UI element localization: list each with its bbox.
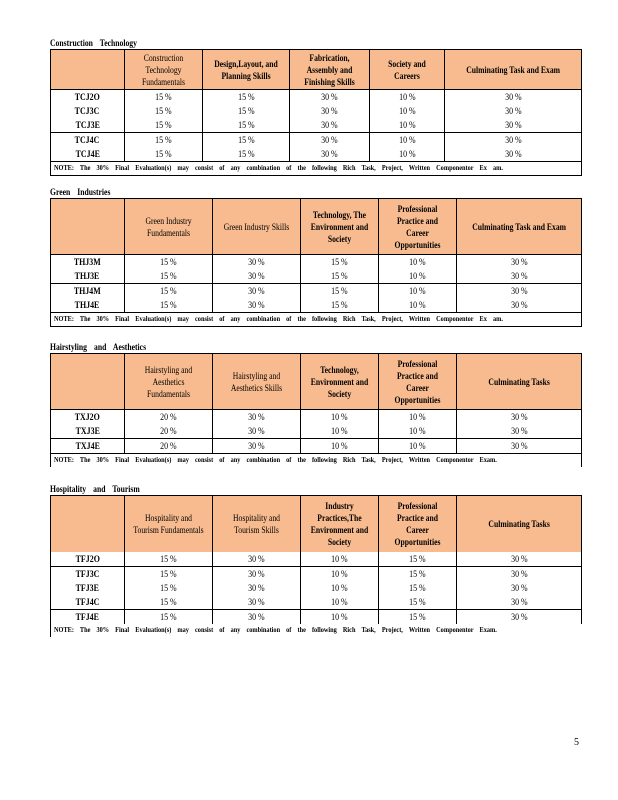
evaluation-note: NOTE: The 30% Final Evaluation(s) may consist of any combination of the following Rich Task, Project, Written Componentor Exam. [50, 454, 582, 467]
course-code: TFJ3E [51, 581, 125, 595]
cell: 30 % [290, 104, 370, 118]
page-number: 5 [574, 737, 579, 748]
table-row [51, 566, 582, 581]
course-code: TCJ4E [51, 147, 125, 162]
cell: 15 % [379, 595, 457, 610]
header-cell: Professional Practice and Career Opportunities [379, 354, 457, 410]
cell: 30 % [445, 118, 582, 133]
evaluation-note: NOTE: The 30% Final Evaluation(s) may consist of any combination of the following Rich Task, Project, Written Componentor Exam. [50, 624, 582, 637]
cell: 15 % [301, 255, 379, 270]
header-cell: Culminating Task and Exam [457, 199, 582, 255]
cell: 15 % [301, 298, 379, 313]
cell: 10 % [379, 439, 457, 454]
table-row [51, 269, 582, 284]
course-code: THJ3E [51, 269, 125, 284]
section-green-industries [50, 187, 582, 327]
cell: 15 % [125, 90, 203, 105]
cell: 15 % [379, 609, 457, 624]
evaluation-table [50, 198, 582, 313]
table-header-row [51, 496, 582, 552]
cell: 15 % [203, 147, 290, 162]
section-title: Hairstyling and Aesthetics [50, 342, 147, 352]
section-title: Green Industries [50, 187, 111, 197]
cell: 30 % [213, 439, 301, 454]
cell: 30 % [457, 566, 582, 581]
cell: 15 % [125, 269, 213, 284]
cell: 20 % [125, 424, 213, 439]
table-header-row [51, 199, 582, 255]
table-row [51, 147, 582, 162]
cell: 30 % [213, 255, 301, 270]
section-construction-technology [50, 38, 582, 176]
cell: 10 % [370, 90, 445, 105]
header-cell: Hospitality and Tourism Fundamentals [125, 496, 213, 552]
header-cell: Green Industry Skills [213, 199, 301, 255]
course-code: TFJ3C [51, 566, 125, 581]
table-header-row [51, 354, 582, 410]
course-code: TXJ4E [51, 439, 125, 454]
cell: 15 % [125, 298, 213, 313]
header-cell: Hospitality and Tourism Skills [213, 496, 301, 552]
header-cell: Construction Technology Fundamentals [125, 50, 203, 90]
cell: 15 % [125, 566, 213, 581]
course-code: TFJ4E [51, 609, 125, 624]
header-cell [51, 199, 125, 255]
header-cell: Society and Careers [370, 50, 445, 90]
cell: 30 % [213, 410, 301, 425]
cell: 30 % [457, 595, 582, 610]
cell: 15 % [125, 581, 213, 595]
cell: 15 % [125, 133, 203, 148]
table-row [51, 439, 582, 454]
course-code: THJ4E [51, 298, 125, 313]
cell: 30 % [457, 609, 582, 624]
header-cell: Hairstyling and Aesthetics Fundamentals [125, 354, 213, 410]
table-row [51, 255, 582, 270]
header-cell: Professional Practice and Career Opportunities [379, 199, 457, 255]
table-row [51, 90, 582, 105]
header-cell: Technology, Environment and Society [301, 354, 379, 410]
header-cell: Design,Layout, and Planning Skills [203, 50, 290, 90]
cell: 30 % [457, 269, 582, 284]
header-cell: Professional Practice and Career Opportunities [379, 496, 457, 552]
table-row [51, 118, 582, 133]
table-row [51, 410, 582, 425]
cell: 10 % [301, 595, 379, 610]
cell: 10 % [379, 269, 457, 284]
cell: 30 % [457, 439, 582, 454]
header-cell: Fabrication, Assembly and Finishing Skills [290, 50, 370, 90]
cell: 15 % [125, 609, 213, 624]
cell: 10 % [379, 424, 457, 439]
cell: 30 % [290, 118, 370, 133]
course-code: TCJ3E [51, 118, 125, 133]
cell: 10 % [370, 118, 445, 133]
cell: 30 % [445, 104, 582, 118]
section-hospitality-tourism [50, 484, 582, 637]
course-code: THJ4M [51, 284, 125, 299]
cell: 30 % [213, 552, 301, 567]
evaluation-note: NOTE: The 30% Final Evaluation(s) may consist of any combination of the following Rich Task, Project, Written Componentor Ex am. [50, 162, 582, 176]
header-cell: Industry Practices,The Environment and Society [301, 496, 379, 552]
cell: 10 % [301, 581, 379, 595]
cell: 30 % [445, 133, 582, 148]
cell: 10 % [379, 255, 457, 270]
section-title: Hospitality and Tourism [50, 484, 140, 494]
cell: 30 % [457, 424, 582, 439]
cell: 30 % [457, 284, 582, 299]
table-header-row [51, 50, 582, 90]
cell: 15 % [301, 269, 379, 284]
header-cell: Green Industry Fundamentals [125, 199, 213, 255]
cell: 30 % [457, 581, 582, 595]
cell: 20 % [125, 439, 213, 454]
cell: 30 % [457, 298, 582, 313]
section-hairstyling-aesthetics [50, 342, 582, 467]
cell: 30 % [457, 552, 582, 567]
header-cell [51, 354, 125, 410]
cell: 15 % [379, 552, 457, 567]
course-code: TXJ3E [51, 424, 125, 439]
table-row [51, 609, 582, 624]
course-code: TXJ2O [51, 410, 125, 425]
cell: 30 % [290, 133, 370, 148]
cell: 10 % [301, 439, 379, 454]
header-cell: Culminating Tasks [457, 496, 582, 552]
cell: 10 % [379, 298, 457, 313]
course-code: TCJ3C [51, 104, 125, 118]
cell: 10 % [370, 147, 445, 162]
cell: 15 % [125, 118, 203, 133]
cell: 30 % [213, 566, 301, 581]
cell: 15 % [125, 284, 213, 299]
cell: 10 % [301, 609, 379, 624]
cell: 15 % [203, 118, 290, 133]
evaluation-table [50, 353, 582, 454]
cell: 30 % [213, 595, 301, 610]
cell: 30 % [445, 90, 582, 105]
evaluation-note: NOTE: The 30% Final Evaluation(s) may consist of any combination of the following Rich Task, Project, Written Componentor Ex am. [50, 313, 582, 327]
evaluation-table [50, 49, 582, 162]
cell: 30 % [457, 255, 582, 270]
cell: 15 % [301, 284, 379, 299]
table-row [51, 595, 582, 610]
cell: 30 % [290, 90, 370, 105]
header-cell [51, 496, 125, 552]
cell: 10 % [379, 284, 457, 299]
course-code: TCJ4C [51, 133, 125, 148]
cell: 15 % [125, 255, 213, 270]
cell: 30 % [213, 581, 301, 595]
cell: 30 % [213, 298, 301, 313]
table-row [51, 104, 582, 118]
cell: 15 % [125, 595, 213, 610]
cell: 15 % [125, 104, 203, 118]
cell: 10 % [379, 410, 457, 425]
header-cell [51, 50, 125, 90]
cell: 20 % [125, 410, 213, 425]
cell: 10 % [301, 424, 379, 439]
table-row [51, 133, 582, 148]
header-cell: Technology, The Environment and Society [301, 199, 379, 255]
header-cell: Hairstyling and Aesthetics Skills [213, 354, 301, 410]
cell: 10 % [301, 410, 379, 425]
cell: 30 % [213, 269, 301, 284]
table-row [51, 298, 582, 313]
course-code: TFJ4C [51, 595, 125, 610]
cell: 30 % [457, 410, 582, 425]
cell: 10 % [370, 133, 445, 148]
course-code: TFJ2O [51, 552, 125, 567]
cell: 15 % [125, 147, 203, 162]
table-row [51, 284, 582, 299]
table-row [51, 552, 582, 567]
header-cell: Culminating Tasks [457, 354, 582, 410]
cell: 15 % [379, 566, 457, 581]
cell: 15 % [379, 581, 457, 595]
table-row [51, 424, 582, 439]
course-code: THJ3M [51, 255, 125, 270]
evaluation-table [50, 495, 582, 624]
cell: 30 % [290, 147, 370, 162]
cell: 30 % [213, 284, 301, 299]
cell: 15 % [203, 104, 290, 118]
cell: 10 % [301, 566, 379, 581]
cell: 15 % [203, 90, 290, 105]
cell: 30 % [445, 147, 582, 162]
course-code: TCJ2O [51, 90, 125, 105]
cell: 10 % [301, 552, 379, 567]
section-title: Construction Technology [50, 38, 137, 48]
cell: 30 % [213, 609, 301, 624]
table-row [51, 581, 582, 595]
header-cell: Culminating Task and Exam [445, 50, 582, 90]
cell: 15 % [125, 552, 213, 567]
cell: 30 % [213, 424, 301, 439]
cell: 10 % [370, 104, 445, 118]
cell: 15 % [203, 133, 290, 148]
